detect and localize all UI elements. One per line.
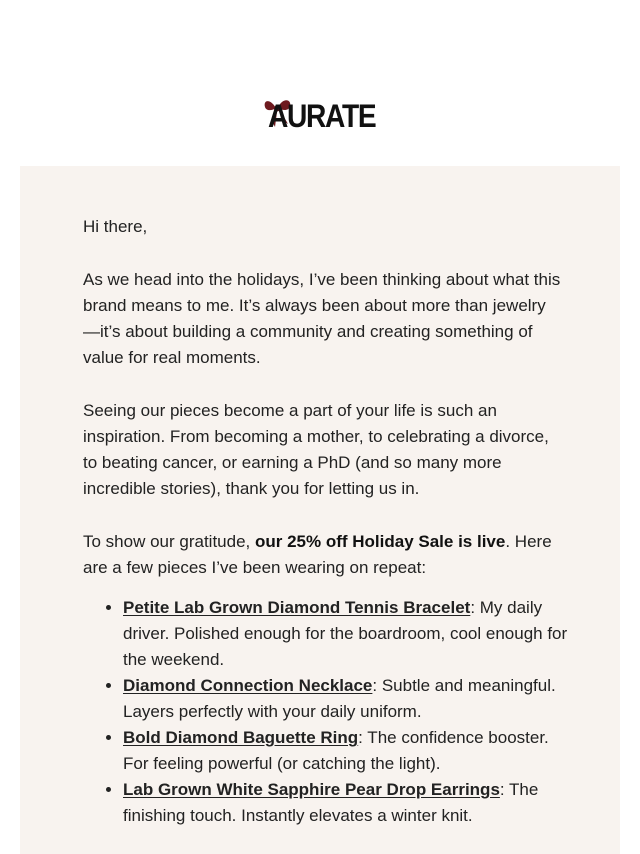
product-description: : The confidence booster. For feeling powerful (or catching the light). <box>123 728 549 773</box>
list-item <box>123 673 568 725</box>
email-content <box>83 214 568 829</box>
paragraph-community: As we head into the holidays, I’ve been thinking about what this brand means to me. It’s always been about more than jewelry—it’s about building a community and creating something of value for real moments. <box>83 270 561 367</box>
product-link-connection-necklace[interactable]: Diamond Connection Necklace <box>123 676 373 695</box>
paragraph-inspiration: Seeing our pieces become a part of your life is such an inspiration. From becoming a mother, to celebrating a divorce, to beating cancer, or earning a PhD (and so many more incredible stories), thank you for letting us in. <box>83 401 549 498</box>
list-item <box>123 777 568 829</box>
product-description: : Subtle and meaningful. Layers perfectly with your daily uniform. <box>123 676 556 721</box>
product-link-tennis-bracelet[interactable]: Petite Lab Grown Diamond Tennis Bracelet <box>123 598 471 617</box>
list-item <box>123 595 568 673</box>
brand-logo[interactable] <box>262 92 374 136</box>
product-list <box>83 595 568 829</box>
logo-wordmark: AURATE <box>268 98 376 134</box>
sale-intro-text: To show our gratitude, <box>83 532 255 551</box>
header <box>0 92 640 136</box>
sale-outro-text: . Here are a few pieces I’ve been wearing on repeat: <box>83 532 552 577</box>
greeting: Hi there, <box>83 217 148 236</box>
product-description: : The finishing touch. Instantly elevates a winter knit. <box>123 780 539 825</box>
product-link-pear-drop-earrings[interactable]: Lab Grown White Sapphire Pear Drop Earrings <box>123 780 500 799</box>
list-item <box>123 725 568 777</box>
product-link-baguette-ring[interactable]: Bold Diamond Baguette Ring <box>123 728 359 747</box>
paragraph-sale <box>83 529 561 581</box>
sale-highlight: our 25% off Holiday Sale is live <box>254 532 506 551</box>
email-body-card <box>20 166 620 854</box>
product-description: : My daily driver. Polished enough for the boardroom, cool enough for the weekend. <box>123 598 568 669</box>
